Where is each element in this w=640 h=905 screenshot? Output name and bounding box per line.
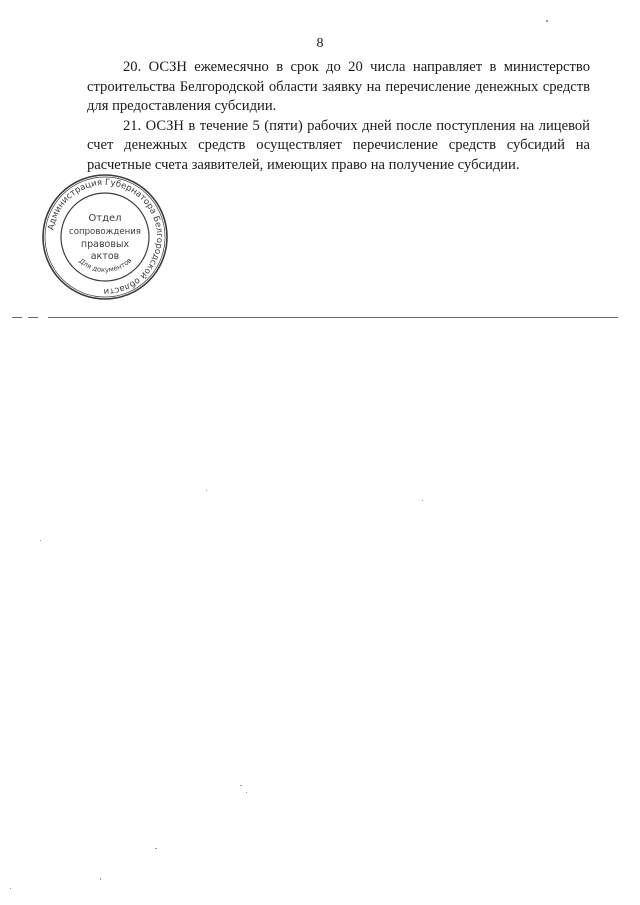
stamp-bottom-text: Для документов (77, 256, 134, 275)
paragraph-20: 20. ОСЗН ежемесячно в срок до 20 числа направляет в министерство строительства Белгородской области заявку на перечисление денежных средств для предоставления субсидии. (87, 59, 590, 114)
document-body (87, 58, 590, 175)
separator-dash-1 (12, 317, 22, 318)
official-stamp (40, 172, 170, 302)
scan-speck (422, 500, 423, 501)
stamp-line-1: Отдел (88, 213, 122, 224)
scan-speck (246, 792, 247, 793)
stamp-line-3: правовых (80, 239, 130, 250)
stamp-outer-ring-inner (45, 177, 165, 297)
scan-speck (40, 540, 41, 541)
separator-line (48, 317, 618, 318)
separator-dash-2 (28, 317, 38, 318)
scan-speck (206, 490, 207, 491)
stamp-line-2: сопровождения (69, 227, 141, 237)
stamp-graphic (40, 172, 170, 302)
scan-speck (100, 878, 101, 880)
scan-speck (240, 785, 242, 786)
scan-speck (546, 20, 548, 22)
scan-speck (10, 888, 11, 889)
paragraph-21: 21. ОСЗН в течение 5 (пяти) рабочих дней после поступления на лицевой счет денежных средств осуществляет перечисление средств субсидий на расчетные счета заявителей, имеющих право на получение субсидии. (87, 117, 590, 173)
page-number: 8 (316, 36, 324, 51)
stamp-line-4: актов (90, 251, 120, 262)
stamp-ring-text: Администрация Губернатора Белгородской области (46, 177, 165, 297)
scan-speck (155, 848, 157, 849)
